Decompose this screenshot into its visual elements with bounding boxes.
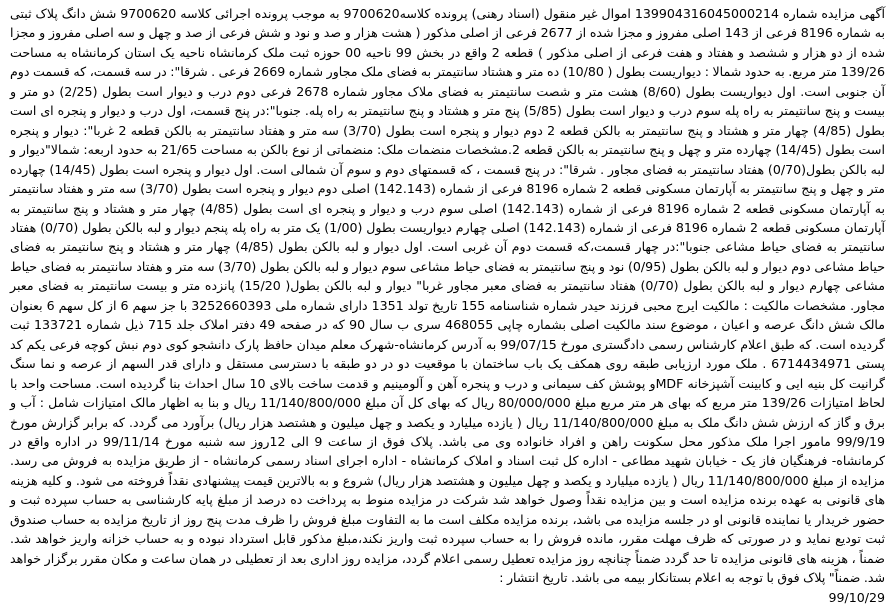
notice-body-text: آگهی مزایده شماره 139904316045000214 اموال غیر منقول (اسناد رهنی) پرونده کلاسه9700620 به موجب پرونده اجرائی کلاسه 9700620 شش دانگ پلاک ثبتی به شماره 8196 فرعی از 143 اصلی مفروز و مجزا شده از 2677 فرعی از اصلی مذکور ( هشت هزار و صد و نود و شش فرعی از صد و چهل و سه اصلی مفروز و مجزا شده از دو هزار و ششصد و هفتاد و هفت فرعی از اصلی مذکور ) قطعه 2 واقع در بخش 99 ناحیه 00 حوزه ثبت ملک کرمانشاه ناحیه یک استان کرمانشاه به مساحت 139/26 متر مربع. به حدود شمالا : دیواریست بطول ( 10/80) ده متر و هشتاد سانتیمتر به فضای ملک مجاور شماره 2669 فرعی . شرقا": در سه قسمت، که قسمت دوم آن جنوبی است. اول دیواریست بطول (8/60) هشت متر و شصت سانتیمتر به فضای ملاک مجاور شماره 2678 فرعی دوم درب و دیوار است بطول (2/25) دو متر و بیست و پنج سانتیمتر به راه پله سوم درب و دیوار است بطول (5/85) پنج متر و هشتاد و پنج سانتیمتر به راه پله. جنوبا":در پنج قسمت، اول درب و دیوار و پنجره ای است بطول (4/85) چهار متر و هشتاد و پنج سانتیمتر به بالکن قطعه 2 دوم دیوار و پنجره است بطول (3/70) سه متر و هفتاد سانتیمتر به بالکن قطعه 2 غربا": دیوار و پنجره است بطول (14/45) چهارده متر و چهل و پنج سانتیمتر به بالکن قطعه 2.مشخصات منضمات ملک: منضماتی از نوع بالکن به مساحت 21/65 به حدود اربعه: شمالا"دیوار و لبه بالکن بطول(0/70) هفتاد سانتیمتر به فضای مجاور . شرقا": در پنج قسمت ، که قسمتهای دوم و سوم آن شمالی است. اول دیوار و پنجره است بطول (14/45) چهارده متر و چهل و پنج سانتیمتر به آپارتمان مسکونی قطعه 2 شماره 8196 فرعی از شماره (142.143) اصلی دوم دیوار و پنجره است بطول (3/70) سه متر و هفتاد سانتیمتر به آپارتمان مسکونی قطعه 2 شماره 8196 فرعی از شماره (142.143) اصلی سوم درب و دیوار و پنجره ای است بطول (4/85) چهار متر و هشتاد و پنج سانتیمتر به آپارتمان مسکونی قطعه 2 شماره 8196 فرعی از شماره (142.143) اصلی چهارم دیواریست بطول (1/00) یک متر به راه پله پنجم دیوار و لبه بالکن بطول (0/70) هفتاد سانتیمتر به فضای حیاط مشاعی جنوبا":در چهار قسمت،که قسمت دوم آن غربی است. اول دیوار و لبه بالکن بطول (4/85) چهار متر و هشتاد و پنج سانتیمتر به فضای حیاط مشاعی دوم دیوار و لبه بالکن بطول (0/95) نود و پنج سانتیمتر به فضای حیاط مشاعی سوم دیوار و لبه بالکن بطول (3/70) سه متر و هفتاد سانتیمتر به فضای حیاط مشاعی چهارم دیوار و لبه بالکن بطول (0/70) هفتاد سانتیمتر به فضای معبر مجاور غربا" دیوار و لبه بالکن بطول( 15/20) پانزده متر و بیست سانتیمتر به فضای معبر مجاور. مشخصات مالکیت : مالکیت ایرج محبی فرزند حیدر شماره شناسنامه 155 تاریخ تولد 1351 دارای شماره ملی 3252660393 با جز سهم 6 از کل سهم 6 بعنوان مالک شش دانگ عرصه و اعیان ، موضوع سند مالکیت اصلی بشماره چاپی 468055 سری ب سال 90 که در صفحه 49 دفتر املاک جلد 715 ذیل شماره 133721 ثبت گردیده است. که طبق اعلام کارشناس رسمی دادگستری مورخ 99/07/15 به آدرس کرمانشاه-شهرک معلم میدان حافظ پارک دانشجو کوی دوم نبش کوچه فرعی یکم کد پستی 6714434971 . ملک مورد ارزیابی طبقه روی همکف یک باب ساختمان با موقعیت دو در دو طبقه با دسترسی مستقل و دارای قدر السهم از عرصه و نما سنگ گرانیت کل بنیه ایی و کابینت آشپزخانه MDFو پوشش کف سیمانی و درب و پنجره آهن و آلومینیم و قدمت ساخت بالای 10 سال احداث بنا گردیده است. مساحت واحد با لحاظ امتیازات 139/26 متر مربع که بهای هر متر مربع مبلغ 80/000/000 ریال که بهای کل آن مبلغ 11/140/800/000 ریال و بنا به اظهار مالک امتیازات شامل : آب و برق و گاز که ارزش شش دانگ ملک به مبلغ 11/140/800/000 ریال ( یازده میلیارد و یکصد و چهل میلیون و هشتصد هزار ریال) برآورد می گردد. که برابر گزارش مورخ 99/9/19 مامور اجرا ملک مذکور محل سکونت راهن و افراد خانواده وی می باشد. پلاک فوق از ساعت 9 الی 12روز سه شنبه مورخ 99/11/14 در اداره واقع در کرمانشاه- فرهنگیان فاز یک - خیابان شهید مطاعی - اداره کل ثبت اسناد و املاک کرمانشاه - اداره اجرای اسناد رسمی کرمانشاه - از طریق مزایده به فروش می رسد. مزایده از مبلغ 11/140/800/000 ریال ( یازده میلیارد و یکصد و چهل میلیون و هشتصد هزار ریال) شروع و به بالاترین قیمت پیشنهادی نقداً فروخته می شود. و کلیه هزینه های قانونی به عهده برنده مزایده است و بین مزایده نقداً وصول خواهد شد شرکت در مزایده منوط به پرداخت ده درصد از مبلغ پایه کارشناسی به حساب سپرده ثبت و حضور خریدار یا نماینده قانونی او در جلسه مزایده می باشد، برنده مزایده مکلف است ما به التفاوت مبلغ فروش را ظرف مدت پنج روز از تاریخ مزایده به حساب صندوق ثبت تودیع نماید و در صورتی که ظرف مهلت مقرر، مانده فروش را به حساب سپرده ثبت واریز نکند،مبلغ مذکور قابل استرداد نبوده و به حساب خزانه واریز خواهد شد. ضمناً ، هزینه های قانونی مزایده تا حد گردد ضمناً چنانچه روز مزایده تعطیل رسمی اعلام گردد، مزایده روز اداری بعد از تعطیلی در همان ساعت و مکان مقرر برگزار خواهد شد. ضمناً" پلاک فوق با توجه به اعلام بستانکار بیمه می باشد. تاریخ انتشار : (10, 6, 886, 586)
publication-date: 99/10/29 (828, 589, 885, 605)
